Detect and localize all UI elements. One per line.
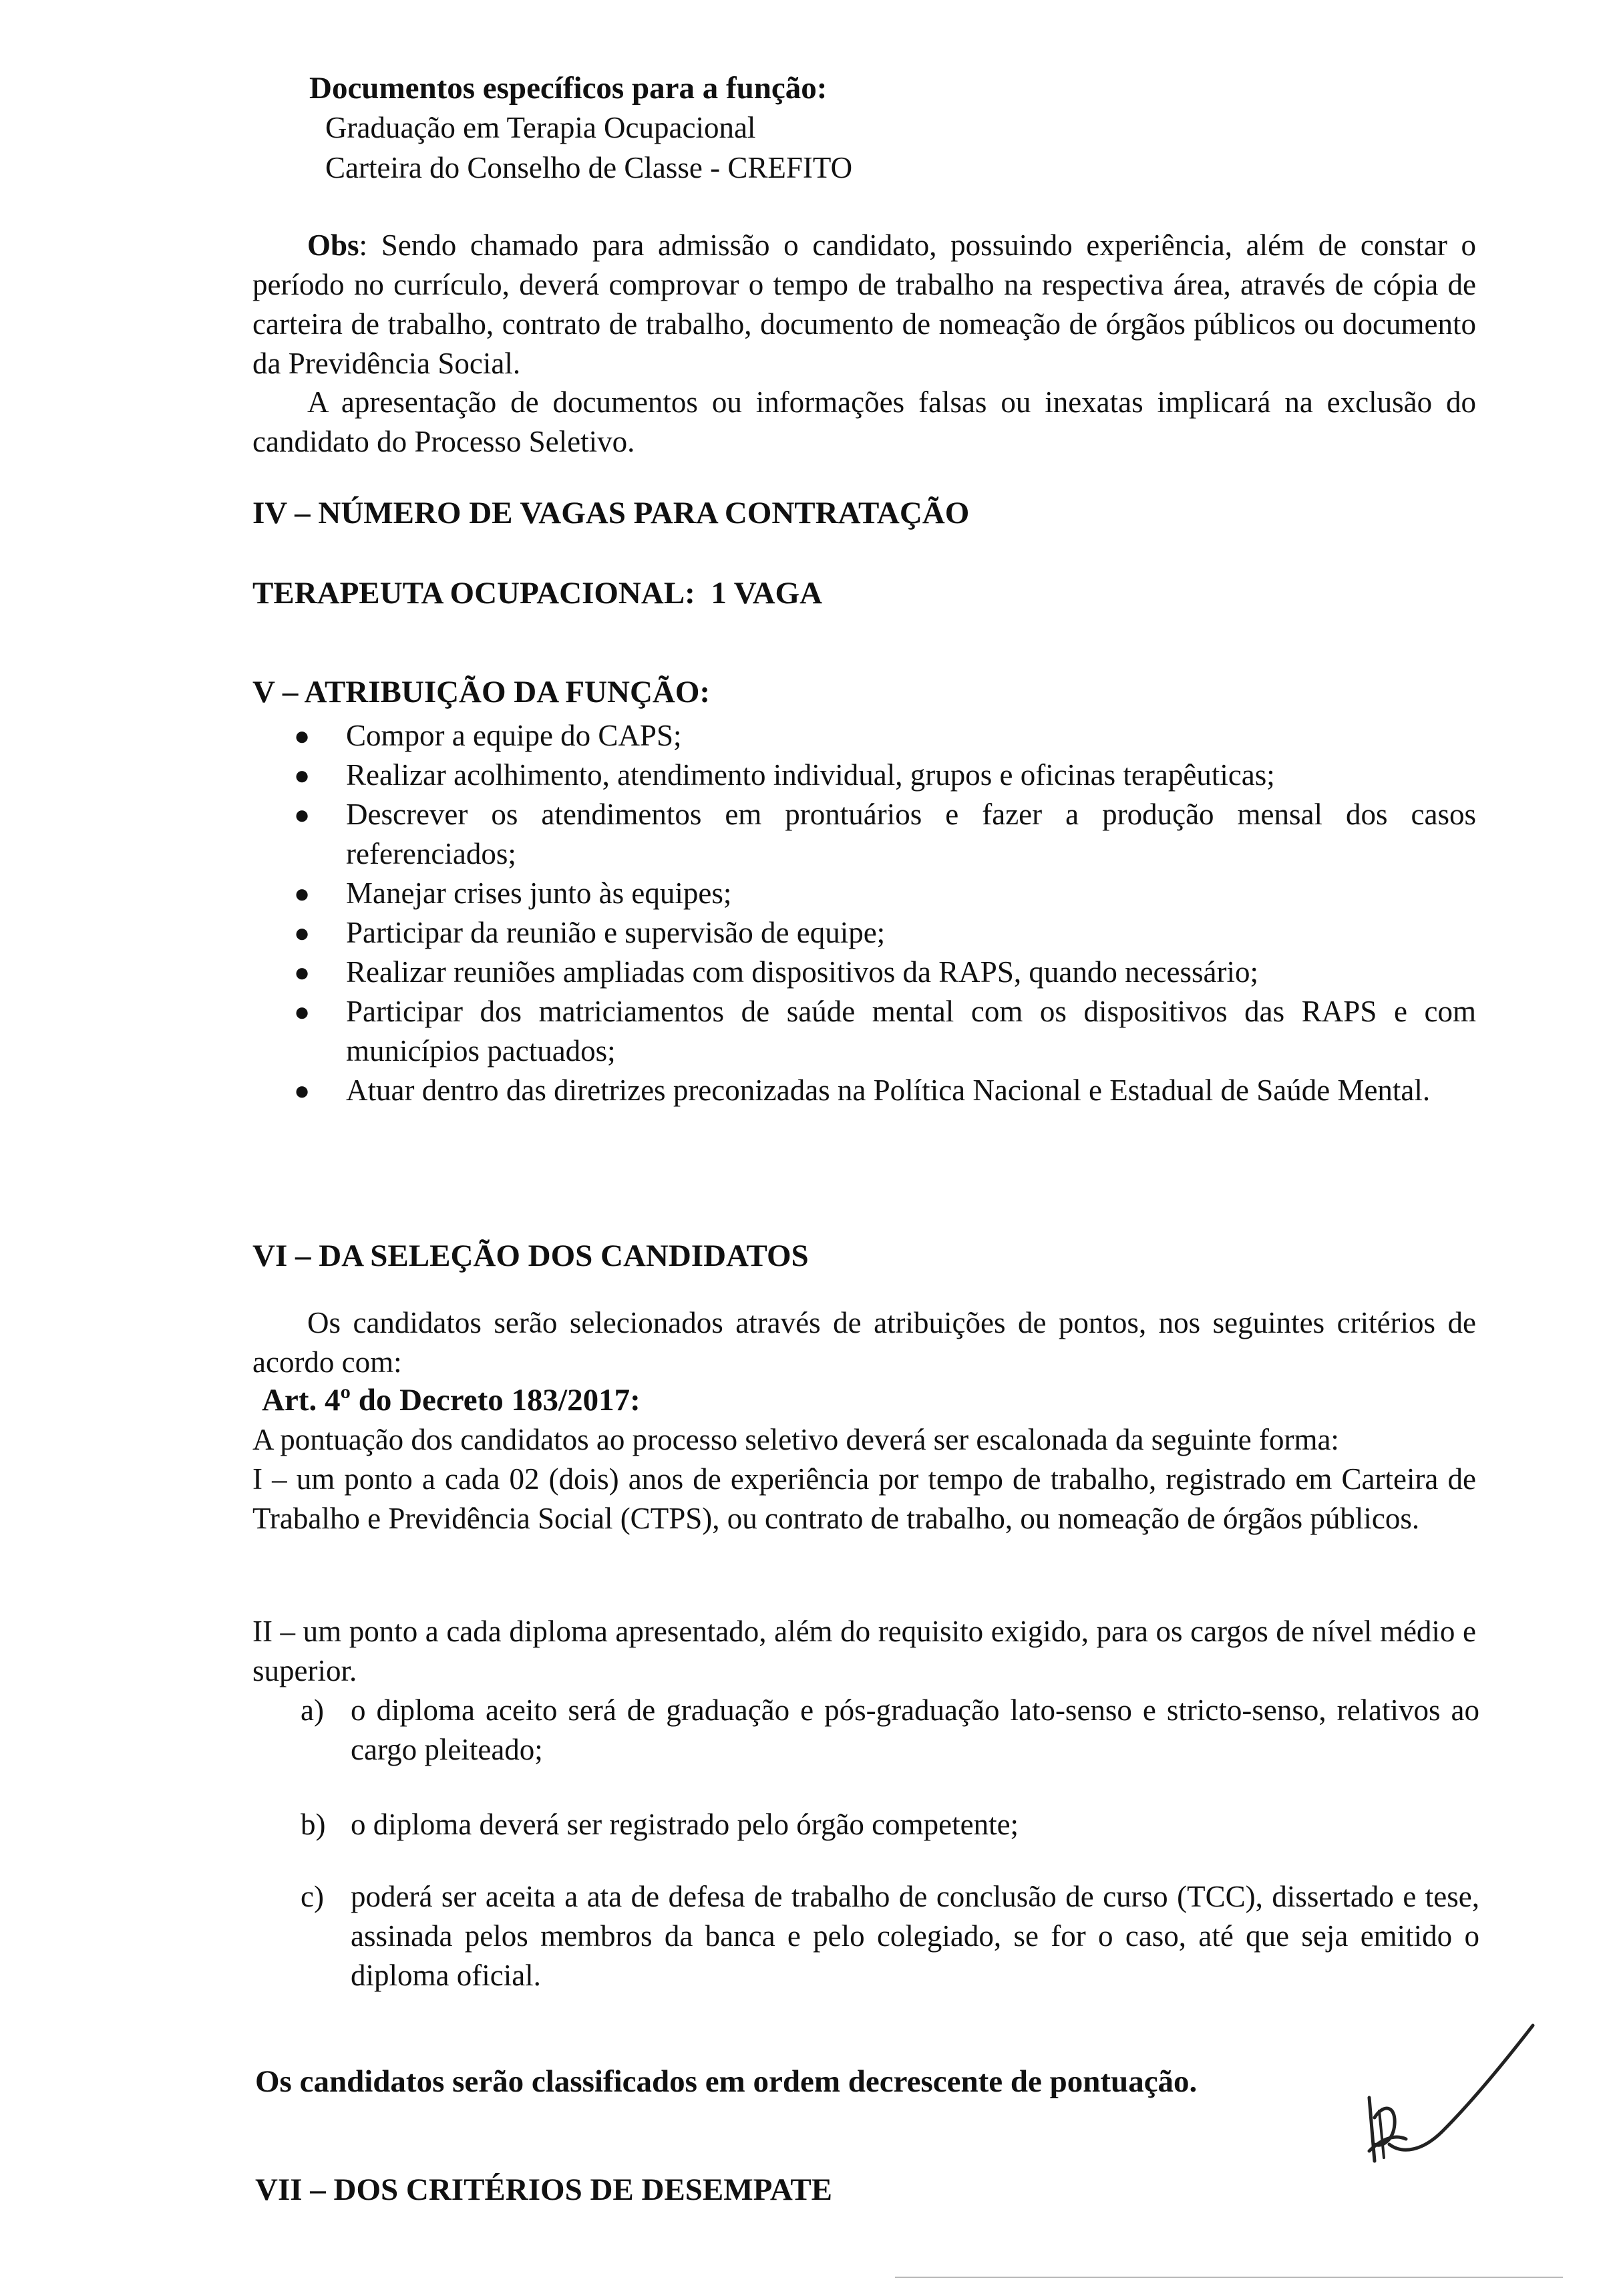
diploma-rule-a xyxy=(301,1691,1479,1770)
diploma-rule-c xyxy=(301,1877,1479,1995)
list-item: ● Realizar acolhimento, atendimento individual, grupos e oficinas terapêuticas; xyxy=(294,756,1476,795)
bullet-icon: ● xyxy=(294,760,311,790)
obs-label: Obs xyxy=(307,228,359,262)
list-item: c) poderá ser aceita a ata de defesa de trabalho de conclusão de curso (TCC), dissertado e tese, assinada pelos membros da banca e pelo colegiado, se for o caso, até que seja emitido o diploma oficial. xyxy=(301,1880,1479,1992)
obs-paragraph xyxy=(252,226,1476,383)
section-vii-heading: VII – DOS CRITÉRIOS DE DESEMPATE xyxy=(255,2172,833,2207)
obs-paragraph-2: A apresentação de documentos ou informações falsas ou inexatas implicará na exclusão do candidato do Processo Seletivo. xyxy=(252,385,1476,458)
bullet-icon: ● xyxy=(294,957,311,987)
list-item: ● Participar da reunião e supervisão de equipe; xyxy=(294,913,1476,953)
list-item: ● Descrever os atendimentos em prontuários e fazer a produção mensal dos casos referenciados; xyxy=(294,795,1476,874)
section-iv-heading: IV – NÚMERO DE VAGAS PARA CONTRATAÇÃO xyxy=(252,496,970,530)
section-vi-heading: VI – DA SELEÇÃO DOS CANDIDATOS xyxy=(252,1239,809,1273)
bullet-icon: ● xyxy=(294,878,311,909)
vacancy-line: TERAPEUTA OCUPACIONAL: 1 VAGA xyxy=(252,576,823,611)
footer-rule xyxy=(895,2277,1563,2278)
criterion-i: I – um ponto a cada 02 (dois) anos de experiência por tempo de trabalho, registrado em Carteira de Trabalho e Previdência Social (CTPS), ou contrato de trabalho, ou nomeação de órgãos públicos. xyxy=(252,1462,1476,1535)
list-item: ● Manejar crises junto às equipes; xyxy=(294,874,1476,913)
obs-text: : Sendo chamado para admissão o candidato, possuindo experiência, além de constar o período no currículo, deverá comprovar o tempo de trabalho na respectiva área, através de cópia de carteira de trabalho, contrato de trabalho, documento de nomeação de órgãos públicos ou documento da Previdência Social. xyxy=(252,228,1476,380)
list-item: a) o diploma aceito será de graduação e pós-graduação lato-senso e stricto-senso, relativos ao cargo pleiteado; xyxy=(301,1693,1479,1766)
diploma-rule-b xyxy=(301,1805,1479,1844)
list-item: ● Atuar dentro das diretrizes preconizadas na Política Nacional e Estadual de Saúde Mental. xyxy=(294,1071,1476,1110)
list-item: ● Realizar reuniões ampliadas com dispositivos da RAPS, quando necessário; xyxy=(294,953,1476,992)
list-item: ● Participar dos matriciamentos de saúde mental com os dispositivos das RAPS e com municípios pactuados; xyxy=(294,992,1476,1071)
classification-note: Os candidatos serão classificados em ordem decrescente de pontuação. xyxy=(255,2064,1198,2099)
attribution-list xyxy=(294,716,1476,1110)
bullet-icon: ● xyxy=(294,997,311,1027)
docs-line-carteira: Carteira do Conselho de Classe - CREFITO xyxy=(325,151,853,184)
bullet-icon: ● xyxy=(294,800,311,830)
bullet-icon: ● xyxy=(294,1076,311,1106)
list-item: ● Compor a equipe do CAPS; xyxy=(294,716,1476,756)
selection-intro: Os candidatos serão selecionados através de atribuições de pontos, nos seguintes critérios de acordo com: xyxy=(252,1306,1476,1379)
list-item: b) o diploma deverá ser registrado pelo órgão competente; xyxy=(301,1808,1019,1841)
handwritten-initials xyxy=(1343,2017,1543,2225)
scoring-paragraph: A pontuação dos candidatos ao processo seletivo deverá ser escalonada da seguinte forma: xyxy=(252,1423,1339,1456)
article-heading: Art. 4º do Decreto 183/2017: xyxy=(262,1383,641,1418)
bullet-icon: ● xyxy=(294,721,311,751)
criterion-ii: II – um ponto a cada diploma apresentado, além do requisito exigido, para os cargos de nível médio e superior. xyxy=(252,1615,1476,1687)
docs-line-graduacao: Graduação em Terapia Ocupacional xyxy=(325,111,756,144)
bullet-icon: ● xyxy=(294,918,311,948)
docs-title: Documentos específicos para a função: xyxy=(309,71,828,106)
section-v-heading: V – ATRIBUIÇÃO DA FUNÇÃO: xyxy=(252,675,711,709)
